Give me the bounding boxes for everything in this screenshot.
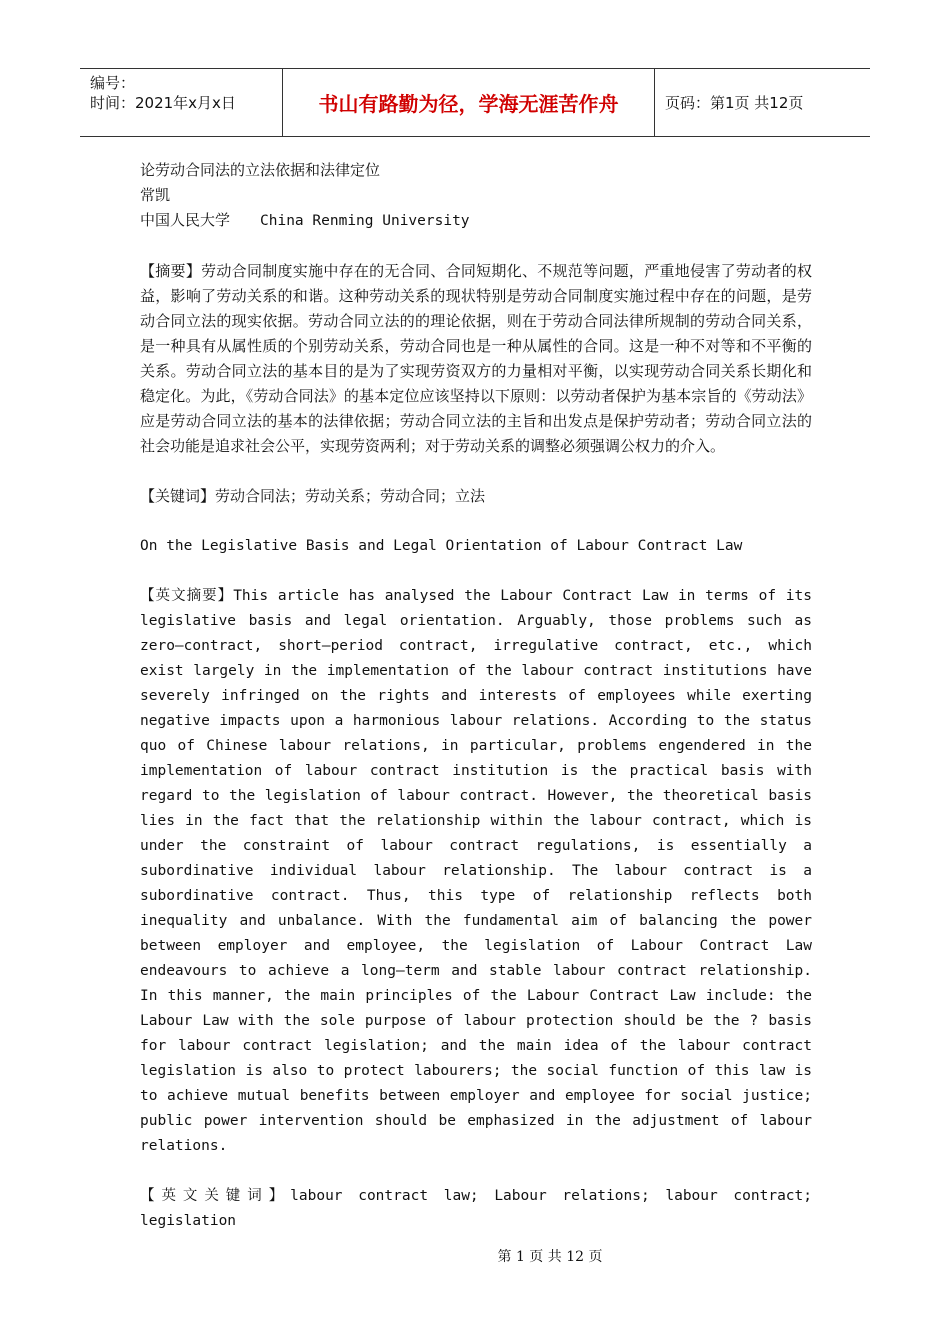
date-label: 时间：2021年x月x日 — [90, 94, 236, 112]
keywords-en: 【英文关键词】labour contract law; Labour relations; labour contract; legislation — [140, 1188, 812, 1229]
document-header — [80, 68, 870, 137]
header-page-info: 页码：第1页 共12页 — [665, 94, 804, 112]
header-motto: 书山有路勤为径，学海无涯苦作舟 — [283, 69, 655, 136]
article-affiliation — [140, 208, 812, 234]
number-label: 编号： — [90, 74, 136, 92]
abstract-en: 【英文摘要】This article has analysed the Labour Contract Law in terms of its legislative basis and legal orientation. Arguably, those problems such as zero—contract, short—period contract, irregulative contract, etc., which exist largely in the implementation of the labour contract institutions have severely infringed on the rights and interests of employees while exerting negative impacts upon a harmonious labour relations. According to the status quo of Chinese labour relations, in particular, problems engendered in the implementation of labour contract institution is the practical basis with regard to the legislation of labour contract. However, the theoretical basis lies in the fact that the relationship within the labour contract, which is under the constraint of labour contract regulations, is essentially a subordinative individual labour relationship. The labour contract is a subordinative contract. Thus, this type of relationship reflects both inequality and unbalance. With the fundamental aim of balancing the power between employer and employee, the legislation of Labour Contract Law endeavours to achieve a long—term and stable labour contract relationship. In this manner, the main principles of the Labour Contract Law include: the Labour Law with the sole purpose of labour protection should be the ? basis for labour contract legislation; and the main idea of the labour contract legislation is also to protect labourers; the social function of this law is to achieve mutual benefits between employer and employee for social justice; public power intervention should be emphasized in the adjustment of labour relations. — [140, 588, 812, 1154]
affiliation-en: China Renming University — [260, 213, 470, 229]
title-en: On the Legislative Basis and Legal Orientation of Labour Contract Law — [140, 538, 743, 554]
article-title: 论劳动合同法的立法依据和法律定位 — [140, 161, 381, 179]
keywords-cn: 【关键词】劳动合同法；劳动关系；劳动合同；立法 — [140, 487, 486, 505]
article-author: 常凯 — [140, 186, 171, 204]
affiliation-cn: 中国人民大学 — [140, 211, 231, 229]
article-body — [140, 158, 812, 1234]
abstract-cn: 【摘要】劳动合同制度实施中存在的无合同、合同短期化、不规范等问题，严重地侵害了劳动者的权益，影响了劳动关系的和谐。这种劳动关系的现状特别是劳动合同制度实施过程中存在的问题，是劳动合同立法的现实依据。劳动合同立法的的理论依据，则在于劳动合同法律所规制的劳动合同关系，是一种具有从属性质的个别劳动关系，劳动合同也是一种从属性的合同。这是一种不对等和不平衡的关系。劳动合同立法的基本目的是为了实现劳资双方的力量相对平衡，以实现劳动合同关系长期化和稳定化。为此，《劳动合同法》的基本定位应该坚持以下原则：以劳动者保护为基本宗旨的《劳动法》应是劳动合同立法的基本的法律依据；劳动合同立法的主旨和出发点是保护劳动者；劳动合同立法的社会功能是追求社会公平，实现劳资两利；对于劳动关系的调整必须强调公权力的介入。 — [140, 262, 812, 455]
page-footer: 第 1 页 共 12 页 — [497, 1249, 603, 1265]
header-meta — [80, 69, 283, 136]
